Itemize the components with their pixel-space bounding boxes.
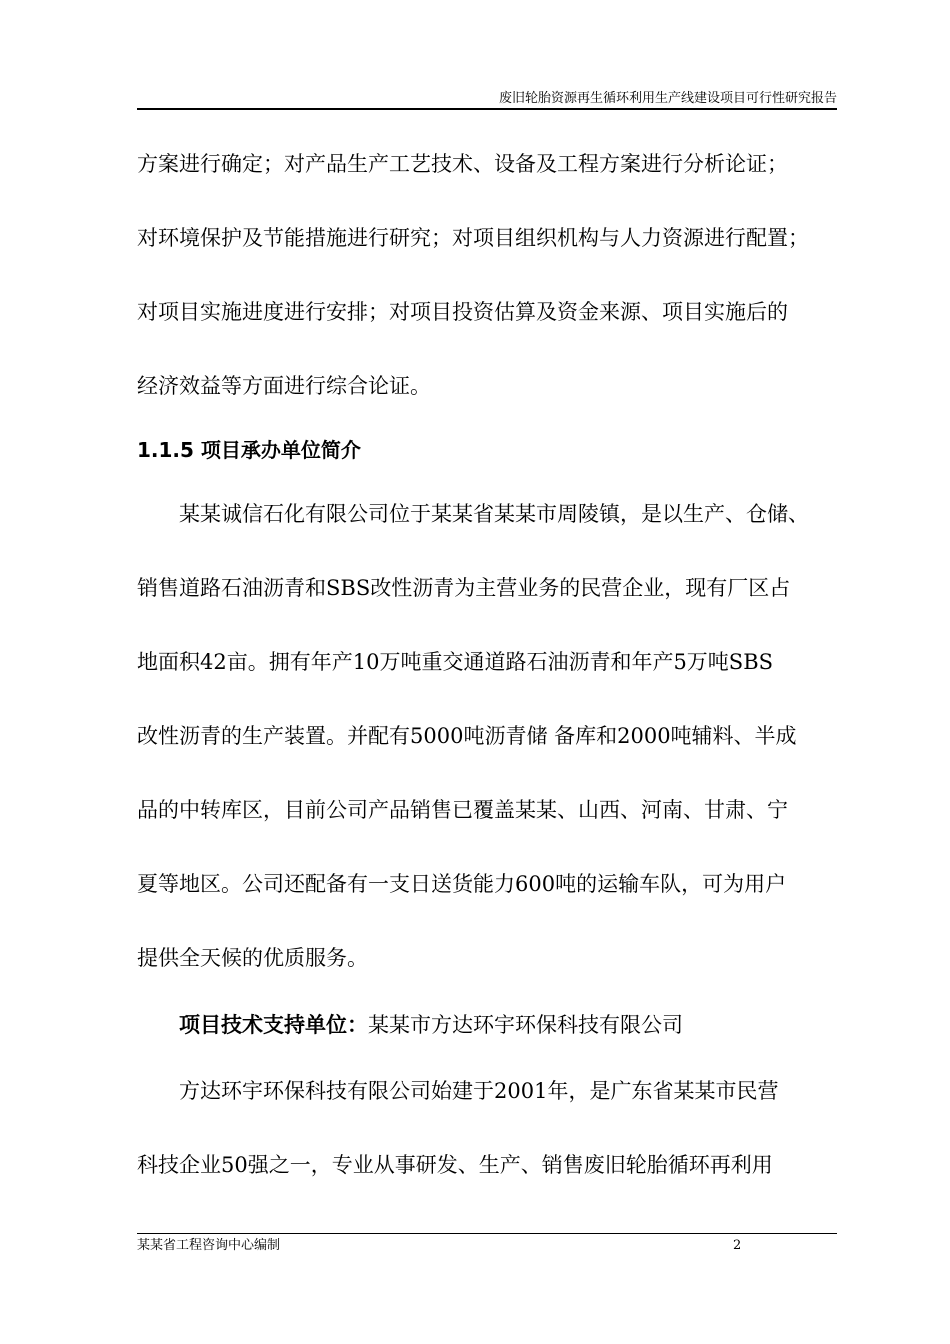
tech-support-line bbox=[179, 1011, 683, 1039]
body-line-1: 方案进行确定；对产品生产工艺技术、设备及工程方案进行分析论证； bbox=[137, 152, 788, 176]
body-line-2: 对环境保护及节能措施进行研究；对项目组织机构与人力资源进行配置； bbox=[137, 226, 809, 250]
tech-support-label: 项目技术支持单位： bbox=[179, 1013, 368, 1037]
company-line-3: 地面积42亩。拥有年产10万吨重交通道路石油沥青和年产5万吨SBS bbox=[137, 650, 774, 674]
company-line-2: 销售道路石油沥青和SBS改性沥青为主营业务的民营企业，现有厂区占 bbox=[137, 576, 791, 600]
footer-editor: 某某省工程咨询中心编制 bbox=[137, 1238, 281, 1253]
company-line-6: 夏等地区。公司还配备有一支日送货能力600吨的运输车队，可为用户 bbox=[137, 872, 787, 896]
header-rule bbox=[137, 108, 837, 110]
section-heading: 1.1.5 项目承办单位简介 bbox=[137, 438, 361, 462]
body-line-4: 经济效益等方面进行综合论证。 bbox=[137, 374, 431, 398]
tech-line-2: 科技企业50强之一，专业从事研发、生产、销售废旧轮胎循环再利用 bbox=[137, 1153, 773, 1177]
company-line-1: 某某诚信石化有限公司位于某某省某某市周陵镇，是以生产、仓储、 bbox=[179, 502, 809, 526]
page-header-title: 废旧轮胎资源再生循环利用生产线建设项目可行性研究报告 bbox=[498, 91, 837, 106]
tech-line-1: 方达环宇环保科技有限公司始建于2001年，是广东省某某市民营 bbox=[179, 1079, 779, 1103]
body-line-3: 对项目实施进度进行安排；对项目投资估算及资金来源、项目实施后的 bbox=[137, 300, 788, 324]
company-line-5: 品的中转库区，目前公司产品销售已覆盖某某、山西、河南、甘肃、宁 bbox=[137, 798, 788, 822]
company-line-4: 改性沥青的生产装置。并配有5000吨沥青储 备库和2000吨辅料、半成 bbox=[137, 724, 797, 748]
footer-rule bbox=[137, 1233, 837, 1234]
tech-support-value: 某某市方达环宇环保科技有限公司 bbox=[368, 1013, 683, 1037]
page-number: 2 bbox=[733, 1238, 742, 1253]
company-line-7: 提供全天候的优质服务。 bbox=[137, 946, 368, 970]
